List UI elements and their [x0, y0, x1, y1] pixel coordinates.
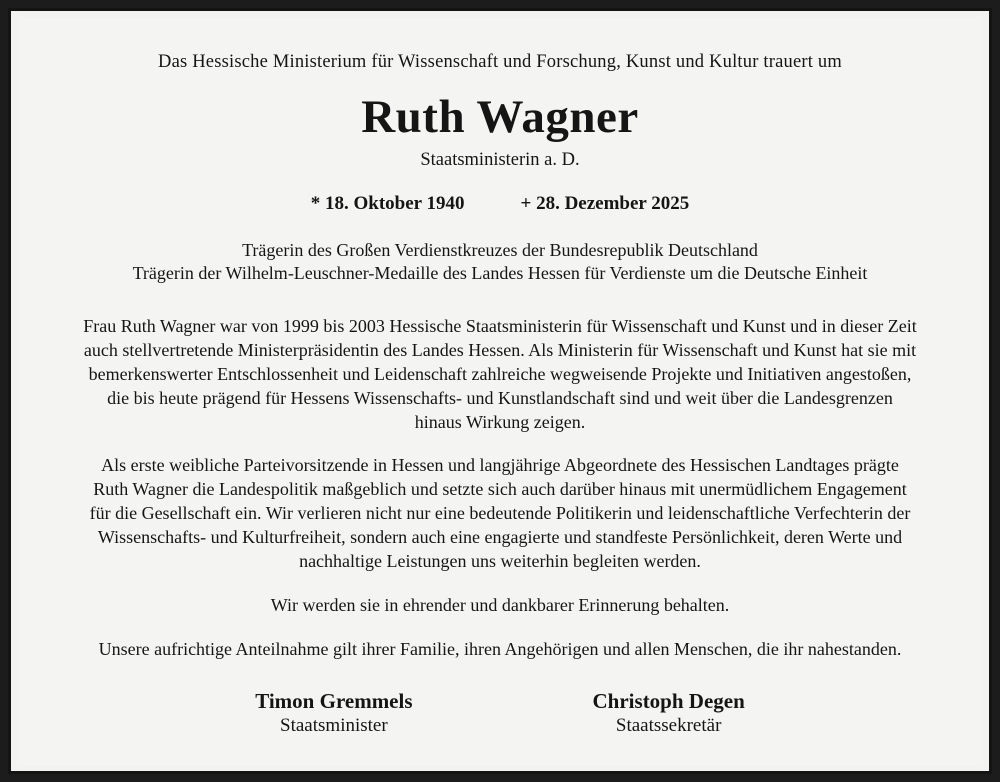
tribute-paragraph-2: Als erste weibliche Parteivorsitzende in Hessen und langjährige Abgeordnete des Hessischen Landtages prägte Ruth Wagner die Landespolitik maßgeblich und setzte sich auch darüber hinaus mit unermüdlichem Engagement für die Gesellschaft ein. Wir verlieren nicht nur eine bedeutende Politikerin und leidenschaftliche Verfechterin der Wissenschafts- und Kulturfreiheit, sondern auch eine engagierte und standfeste Persönlichkeit, deren Werte und nachhaltige Leistungen uns weiterhin begleiten werden.	[89, 455, 911, 572]
obituary-notice	[17, 17, 983, 765]
obituary-frame	[8, 8, 992, 774]
honor-line-1: Trägerin des Großen Verdienstkreuzes der Bundesrepublik Deutschland	[242, 239, 758, 260]
death-date: + 28. Dezember 2025	[520, 192, 690, 214]
signer	[255, 688, 412, 739]
signer-name: Christoph Degen	[592, 689, 745, 714]
tribute-paragraph-1: Frau Ruth Wagner war von 1999 bis 2003 Hessische Staatsministerin für Wissenschaft und Kunst und in dieser Zeit auch stellvertretende Ministerpräsidentin des Landes Hessen. Als Ministerin für Wissenschaft und Kunst hat sie mit bemerkenswerter Entschlossenheit und Leidenschaft zahlreiche wegweisende Projekte und Initiativen angestoßen, die bis heute prägend für Hessens Wissenschafts- und Kunstlandschaft sind und weit über die Landesgrenzen hinaus Wirkung zeigen.	[83, 315, 917, 432]
signers-block	[57, 688, 943, 739]
deceased-name: Ruth Wagner	[361, 91, 639, 144]
life-dates	[57, 193, 943, 215]
deceased-role: Staatsministerin a. D.	[420, 149, 580, 170]
birth-date: * 18. Oktober 1940	[310, 192, 465, 214]
signer-title: Staatssekretär	[615, 715, 722, 737]
signer	[593, 688, 745, 739]
tribute-paragraph-3: Wir werden sie in ehrender und dankbarer Erinnerung behalten.	[270, 595, 730, 616]
honors-block	[57, 239, 943, 285]
signer-title: Staatsminister	[280, 715, 388, 737]
organization-line: Das Hessische Ministerium für Wissenschaft und Forschung, Kunst und Kultur trauert um	[158, 52, 842, 72]
honor-line-2: Trägerin der Wilhelm-Leuschner-Medaille des Landes Hessen für Verdienste um die Deutsche Einheit	[132, 262, 868, 283]
signer-name: Timon Gremmels	[255, 689, 413, 714]
tribute-paragraph-4: Unsere aufrichtige Anteilnahme gilt ihrer Familie, ihren Angehörigen und allen Menschen, die ihr nahestanden.	[98, 639, 902, 660]
